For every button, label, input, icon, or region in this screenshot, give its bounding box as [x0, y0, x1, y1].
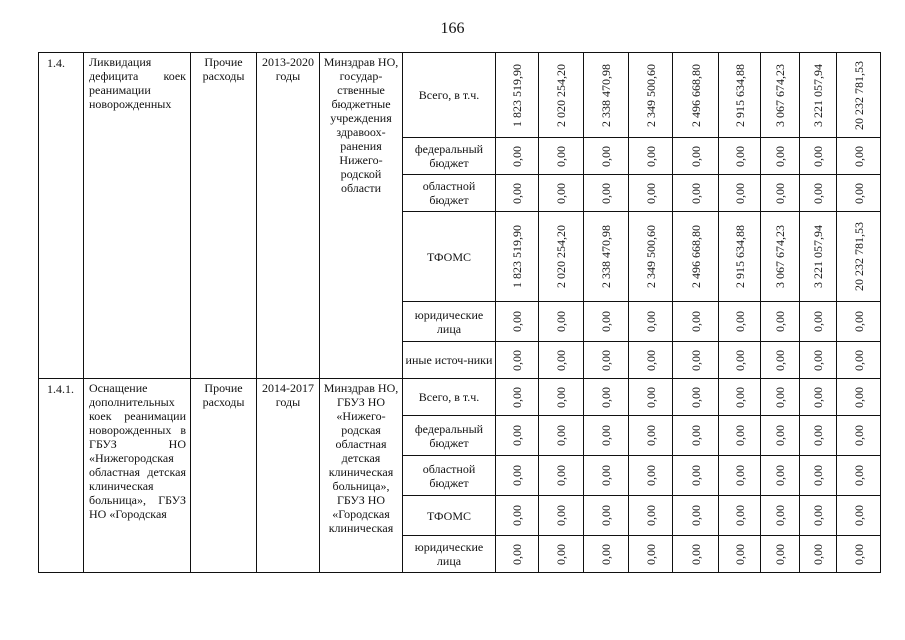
table-body: [39, 53, 881, 573]
amount-value: 0,00: [554, 425, 568, 446]
amount-cell: [800, 536, 837, 573]
amount-value: 0,00: [510, 349, 524, 371]
amount-cell: [584, 302, 629, 342]
amount-value: 0,00: [599, 145, 613, 167]
amount-cell: [584, 416, 629, 456]
amount-value: 0,00: [554, 543, 568, 565]
amount-cell: [761, 379, 800, 416]
funding-source: федеральный бюджет: [403, 416, 496, 456]
amount-cell: [673, 302, 719, 342]
amount-cell: [496, 379, 539, 416]
amount-value: 0,00: [851, 465, 866, 486]
page-number: 166: [440, 20, 465, 37]
amount-value: 0,00: [643, 505, 658, 526]
amount-value: 0,00: [811, 543, 825, 565]
funding-source: Всего, в т.ч.: [403, 53, 496, 138]
amount-value: 3 067 674,23: [773, 63, 787, 127]
funding-source: областной бюджет: [403, 456, 496, 496]
amount-value: 2 496 668,80: [688, 63, 703, 127]
amount-cell: [800, 379, 837, 416]
amount-cell: [800, 302, 837, 342]
amount-value: 0,00: [688, 465, 703, 486]
amount-cell: [629, 138, 673, 175]
amount-value: 0,00: [773, 543, 787, 565]
amount-cell: [719, 138, 761, 175]
amount-value: 0,00: [599, 349, 613, 371]
amount-cell: [584, 175, 629, 212]
amount-value: 0,00: [851, 425, 866, 446]
amount-cell: [800, 416, 837, 456]
amount-value: 0,00: [643, 543, 658, 565]
amount-value: 0,00: [688, 425, 703, 446]
amount-value: 3 221 057,94: [811, 63, 825, 127]
amount-value: 1 823 519,90: [510, 225, 524, 288]
amount-cell: [539, 456, 584, 496]
amount-value: 0,00: [643, 386, 658, 408]
amount-cell: [837, 536, 881, 573]
amount-value: 2 338 470,98: [599, 63, 613, 127]
amount-value: 0,00: [643, 145, 658, 167]
funding-source: иные источ-ники: [403, 342, 496, 379]
amount-value: 0,00: [554, 311, 568, 332]
item-number: 1.4.: [39, 53, 84, 379]
amount-cell: [539, 379, 584, 416]
amount-value: 0,00: [643, 465, 658, 486]
amount-value: 2 915 634,88: [732, 225, 747, 288]
amount-cell: [837, 496, 881, 536]
executor: Минздрав НО, государ-ственные бюджетные учреждения здравоох-ранения Нижего-родской области: [320, 53, 403, 379]
amount-cell: [496, 138, 539, 175]
amount-cell: [837, 175, 881, 212]
period: 2013-2020 годы: [257, 53, 320, 379]
amount-cell: [837, 53, 881, 138]
amount-value: 0,00: [732, 465, 747, 486]
amount-cell: [761, 456, 800, 496]
amount-value: 0,00: [510, 145, 524, 167]
amount-cell: [761, 175, 800, 212]
amount-cell: [539, 138, 584, 175]
amount-value: 20 232 781,53: [851, 222, 866, 291]
amount-value: 2 915 634,88: [732, 63, 747, 127]
amount-cell: [719, 536, 761, 573]
amount-value: 0,00: [510, 386, 524, 408]
amount-cell: [800, 138, 837, 175]
amount-value: 1 823 519,90: [510, 63, 524, 127]
amount-cell: [496, 302, 539, 342]
amount-cell: [584, 138, 629, 175]
amount-cell: [800, 53, 837, 138]
amount-cell: [584, 379, 629, 416]
amount-cell: [673, 536, 719, 573]
amount-cell: [719, 302, 761, 342]
amount-value: 2 020 254,20: [554, 63, 568, 127]
table-row: [39, 53, 881, 138]
amount-value: 0,00: [732, 311, 747, 332]
amount-cell: [837, 302, 881, 342]
amount-cell: [496, 496, 539, 536]
amount-value: 0,00: [510, 505, 524, 526]
amount-cell: [629, 496, 673, 536]
funding-source: юридические лица: [403, 302, 496, 342]
amount-value: 0,00: [732, 349, 747, 371]
amount-value: 0,00: [732, 543, 747, 565]
amount-value: 0,00: [688, 349, 703, 371]
amount-value: 0,00: [643, 349, 658, 371]
amount-value: 0,00: [732, 505, 747, 526]
amount-cell: [496, 53, 539, 138]
amount-value: 0,00: [732, 145, 747, 167]
amount-value: 0,00: [773, 145, 787, 167]
amount-cell: [761, 416, 800, 456]
amount-value: 0,00: [599, 465, 613, 486]
amount-value: 0,00: [851, 182, 866, 204]
amount-cell: [719, 53, 761, 138]
amount-cell: [837, 379, 881, 416]
amount-value: 0,00: [773, 465, 787, 486]
amount-value: 2 020 254,20: [554, 225, 568, 288]
amount-cell: [629, 342, 673, 379]
funding-source: ТФОМС: [403, 212, 496, 302]
amount-value: 0,00: [688, 311, 703, 332]
amount-value: 0,00: [510, 543, 524, 565]
amount-value: 0,00: [643, 182, 658, 204]
amount-cell: [539, 416, 584, 456]
amount-value: 2 349 500,60: [643, 63, 658, 127]
amount-cell: [539, 302, 584, 342]
amount-value: 0,00: [851, 349, 866, 371]
amount-value: 0,00: [732, 386, 747, 408]
amount-value: 0,00: [851, 543, 866, 565]
amount-value: 0,00: [811, 465, 825, 486]
amount-value: 0,00: [773, 505, 787, 526]
amount-cell: [629, 536, 673, 573]
amount-cell: [584, 456, 629, 496]
amount-value: 0,00: [510, 311, 524, 332]
amount-value: 0,00: [732, 425, 747, 446]
amount-value: 0,00: [554, 349, 568, 371]
amount-cell: [719, 379, 761, 416]
amount-cell: [539, 342, 584, 379]
amount-value: 0,00: [851, 311, 866, 332]
amount-value: 0,00: [599, 425, 613, 446]
financing-table: [38, 52, 881, 573]
funding-source: Всего, в т.ч.: [403, 379, 496, 416]
funding-source: юридические лица: [403, 536, 496, 573]
amount-cell: [800, 496, 837, 536]
item-number: 1.4.1.: [39, 379, 84, 573]
amount-value: 0,00: [811, 425, 825, 446]
amount-cell: [673, 138, 719, 175]
amount-value: 0,00: [688, 543, 703, 565]
amount-cell: [673, 175, 719, 212]
amount-cell: [719, 175, 761, 212]
amount-cell: [539, 536, 584, 573]
amount-cell: [584, 536, 629, 573]
amount-cell: [719, 456, 761, 496]
amount-value: 2 496 668,80: [688, 225, 703, 288]
amount-value: 2 338 470,98: [599, 225, 613, 288]
amount-value: 0,00: [599, 386, 613, 408]
amount-value: 0,00: [851, 145, 866, 167]
amount-value: 0,00: [851, 505, 866, 526]
amount-value: 3 067 674,23: [773, 225, 787, 288]
amount-cell: [673, 53, 719, 138]
amount-value: 0,00: [554, 145, 568, 167]
period: 2014-2017 годы: [257, 379, 320, 573]
amount-cell: [800, 456, 837, 496]
amount-cell: [761, 496, 800, 536]
table-row: [39, 379, 881, 416]
amount-cell: [496, 175, 539, 212]
amount-cell: [837, 138, 881, 175]
amount-value: 0,00: [811, 349, 825, 371]
amount-value: 0,00: [599, 505, 613, 526]
amount-value: 0,00: [554, 386, 568, 408]
amount-cell: [800, 212, 837, 302]
amount-cell: [673, 456, 719, 496]
amount-value: 0,00: [599, 311, 613, 332]
amount-value: 0,00: [599, 543, 613, 565]
amount-cell: [539, 496, 584, 536]
amount-value: 0,00: [510, 465, 524, 486]
amount-cell: [496, 342, 539, 379]
funding-source: областной бюджет: [403, 175, 496, 212]
amount-cell: [629, 416, 673, 456]
amount-cell: [584, 212, 629, 302]
amount-value: 0,00: [599, 182, 613, 204]
amount-value: 0,00: [554, 182, 568, 204]
amount-cell: [719, 212, 761, 302]
amount-cell: [761, 212, 800, 302]
amount-value: 0,00: [773, 349, 787, 371]
amount-cell: [629, 302, 673, 342]
amount-value: 0,00: [688, 386, 703, 408]
amount-cell: [761, 536, 800, 573]
amount-cell: [496, 416, 539, 456]
funding-source: ТФОМС: [403, 496, 496, 536]
amount-cell: [719, 342, 761, 379]
amount-value: 0,00: [811, 145, 825, 167]
amount-cell: [673, 342, 719, 379]
amount-cell: [496, 212, 539, 302]
amount-value: 0,00: [643, 425, 658, 446]
amount-cell: [761, 342, 800, 379]
amount-cell: [629, 456, 673, 496]
amount-cell: [837, 416, 881, 456]
amount-cell: [496, 536, 539, 573]
amount-value: 0,00: [510, 425, 524, 446]
amount-value: 0,00: [554, 505, 568, 526]
amount-value: 0,00: [851, 386, 866, 408]
amount-cell: [800, 175, 837, 212]
amount-cell: [584, 53, 629, 138]
expense-type: Прочие расходы: [191, 53, 257, 379]
amount-value: 0,00: [773, 425, 787, 446]
amount-cell: [629, 212, 673, 302]
amount-cell: [719, 496, 761, 536]
amount-value: 20 232 781,53: [851, 60, 866, 130]
amount-cell: [837, 456, 881, 496]
amount-value: 0,00: [732, 182, 747, 204]
amount-cell: [837, 342, 881, 379]
amount-value: 3 221 057,94: [811, 225, 825, 288]
amount-cell: [837, 212, 881, 302]
amount-value: 0,00: [688, 145, 703, 167]
amount-value: 2 349 500,60: [643, 225, 658, 288]
amount-value: 0,00: [773, 182, 787, 204]
amount-cell: [673, 496, 719, 536]
amount-cell: [761, 53, 800, 138]
amount-cell: [539, 212, 584, 302]
amount-value: 0,00: [688, 505, 703, 526]
amount-cell: [673, 379, 719, 416]
amount-value: 0,00: [811, 311, 825, 332]
expense-type: Прочие расходы: [191, 379, 257, 573]
amount-cell: [629, 175, 673, 212]
amount-cell: [539, 53, 584, 138]
amount-cell: [800, 342, 837, 379]
amount-cell: [673, 212, 719, 302]
amount-cell: [629, 53, 673, 138]
amount-cell: [673, 416, 719, 456]
amount-cell: [584, 342, 629, 379]
amount-value: 0,00: [773, 386, 787, 408]
amount-value: 0,00: [773, 311, 787, 332]
item-name: Оснащение дополнительных коек реанимации новорожденных в ГБУЗ НО «Нижегородская областная детская клиническая больница», ГБУЗ НО «Городская: [84, 379, 191, 573]
amount-cell: [629, 379, 673, 416]
amount-value: 0,00: [510, 182, 524, 204]
amount-cell: [719, 416, 761, 456]
executor: Минздрав НО, ГБУЗ НО «Нижего-родская областная детская клиническая больница», ГБУЗ НО «Городская клиническая: [320, 379, 403, 573]
amount-cell: [761, 302, 800, 342]
amount-value: 0,00: [688, 182, 703, 204]
amount-cell: [584, 496, 629, 536]
amount-cell: [496, 456, 539, 496]
amount-value: 0,00: [643, 311, 658, 332]
amount-value: 0,00: [811, 182, 825, 204]
amount-value: 0,00: [554, 465, 568, 486]
amount-cell: [761, 138, 800, 175]
amount-cell: [539, 175, 584, 212]
item-name: Ликвидация дефицита коек реанимации новорожденных: [84, 53, 191, 379]
funding-source: федеральный бюджет: [403, 138, 496, 175]
amount-value: 0,00: [811, 505, 825, 526]
amount-value: 0,00: [811, 386, 825, 408]
